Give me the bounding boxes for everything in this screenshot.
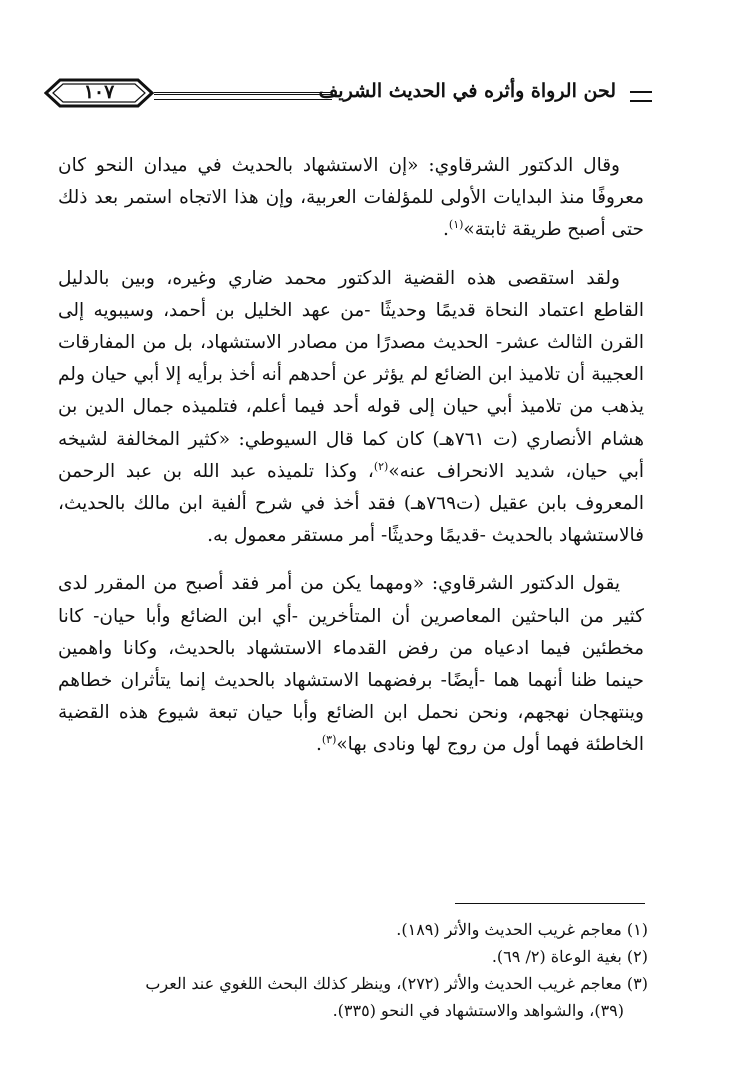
paragraph-text: يقول الدكتور الشرقاوي: «ومهما يكن من أمر فقد أصبح من المقرر لدى كثير من الباحثين المعاصرين أن المتأخرين -أي ابن الضائع وأبا حيان- كانا مخطئين فيما ادعياه من رفض القدماء الاستشهاد بالحديث، وكانا واهمين حينما ظنا أنهما هما -أيضًا- برفضهما الاستشهاد بالحديث إنما يتأثران خطاهم وينتهجان نهجهم، ونحن نحمل ابن الضائع وأبا حيان تبعة شيوع هذه القضية الخاطئة فهما أول من روج لها ونادى بها» (58, 573, 644, 756)
footnote: (٢) بغية الوعاة (٢/ ٦٩). (491, 947, 648, 966)
footnotes (58, 916, 648, 1024)
paragraph-text: وقال الدكتور الشرقاوي: «إن الاستشهاد بالحديث في ميدان النحو كان معروفًا منذ البدايات الأولى للمؤلفات العربية، وإن هذا الاتجاه استمر بعد ذلك حتى أصبح طريقة ثابتة» (58, 155, 644, 241)
footnote: (١) معاجم غريب الحديث والأثر (١٨٩). (396, 920, 648, 939)
main-text (58, 150, 644, 778)
page-number-badge (44, 78, 154, 108)
footnote-continuation: (٣٩)، والشواهد والاستشهاد في النحو (٣٣٥). (332, 1001, 624, 1020)
page-number: ١٠٧ (83, 81, 115, 103)
footnote: (٣) معاجم غريب الحديث والأثر (٢٧٢)، وينظر كذلك البحث اللغوي عند العرب (145, 974, 648, 993)
paragraph (58, 150, 644, 247)
paragraph-tail: ، وكذا تلميذه عبد الله بن عبد الرحمن المعروف بابن عقيل (ت٧٦٩هـ) فقد أخذ في شرح ألفية ابن مالك بالحديث، فالاستشهاد بالحديث -قديمًا وحديثًا- أمر مستقر معمول به. (58, 460, 644, 547)
paragraph-tail: . (315, 734, 322, 756)
running-header (44, 70, 652, 120)
paragraph-tail: . (443, 219, 449, 241)
footnote-ref: (٢) (373, 459, 389, 473)
header-mark (630, 91, 652, 102)
footnote-ref: (٣) (321, 733, 337, 747)
paragraph-text: ولقد استقصى هذه القضية الدكتور محمد ضاري وغيره، وبين بالدليل القاطع اعتماد النحاة قديمًا وحديثًا -من عهد الخليل بن أحمد، وسيبويه إلى القرن الثالث عشر- الحديث مصدرًا من مصادر الاستشهاد، بل من المفارقات العجيبة أن تلاميذ ابن الضائع لم يؤثر عن أحدهم أنه أخذ برأيه إلا أبي حيان ولم يذهب من تلاميذ أبي حيان إلى قوله أحد فيما أعلم، فتلميذه جمال الدين بن هشام الأنصاري (ت ٧٦١هـ) كان كما قال السيوطي: «كثير المخالفة لشيخه أبي حيان، شديد الانحراف عنه» (58, 267, 644, 482)
paragraph (58, 263, 644, 553)
header-title: لحن الرواة وأثره في الحديث الشريف (318, 80, 616, 102)
header-rule (154, 92, 332, 100)
footnote-separator (455, 903, 645, 904)
footnote-ref: (١) (448, 218, 464, 232)
paragraph (58, 568, 644, 761)
